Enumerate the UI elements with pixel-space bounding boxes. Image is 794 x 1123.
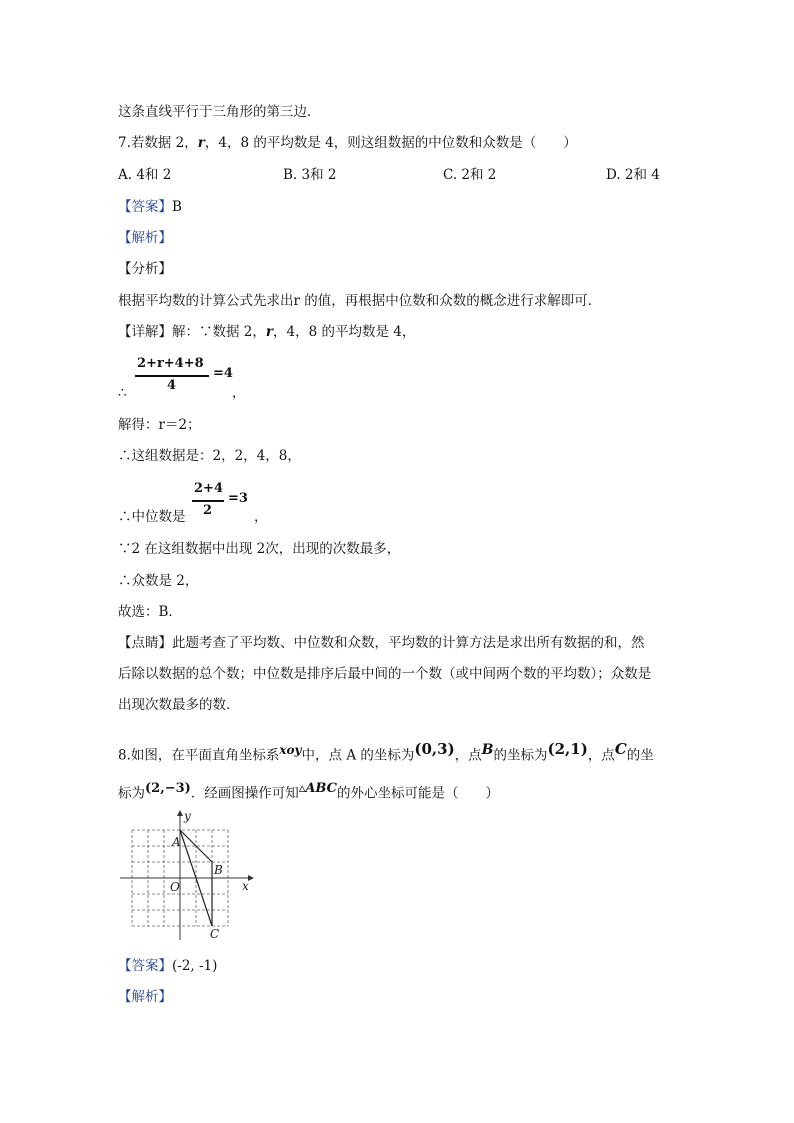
eq1-fraction bbox=[133, 356, 243, 400]
q8-l2-a: 标为 bbox=[118, 785, 145, 802]
eq2-fraction bbox=[190, 481, 260, 525]
q7-answer bbox=[118, 198, 182, 216]
eq2-fraction-bar bbox=[192, 500, 224, 502]
label-a: A bbox=[172, 835, 181, 849]
q7-comment-line-1 bbox=[118, 634, 645, 652]
q8-line-1 bbox=[118, 740, 654, 765]
q8-answer-label: 【答案】 bbox=[118, 958, 172, 974]
q7-stem-b: ，4，8 的平均数是 4，则这组数据的中位数和众数是（ ） bbox=[204, 135, 577, 151]
eq2-comma: ， bbox=[254, 509, 268, 525]
q7-analysis-label: 【解析】 bbox=[118, 230, 172, 246]
q7-choose-line: 故选：B． bbox=[118, 604, 182, 620]
label-b: B bbox=[214, 863, 223, 877]
q8-l1-f: 的坐 bbox=[626, 747, 654, 764]
q8-answer bbox=[118, 957, 217, 975]
q7-detail-b: ，4，8 的平均数是 4， bbox=[273, 324, 416, 340]
eq1-rhs: =4 bbox=[213, 366, 233, 381]
intro-line: 这条直线平行于三角形的第三边． bbox=[118, 104, 321, 120]
q7-comment-line-3: 出现次数最多的数． bbox=[118, 697, 240, 713]
q7-comment-label: 【点睛】 bbox=[118, 635, 172, 651]
q7-mode-line: ∴众数是 2， bbox=[118, 573, 199, 589]
q8-triangle: ▵ABC bbox=[298, 781, 337, 796]
q7-fenxi-text: 根据平均数的计算公式先求出r 的值，再根据中位数和众数的概念进行求解即可． bbox=[118, 293, 602, 309]
q7-detail-var-r: r bbox=[265, 324, 274, 340]
q7-fenxi-label: 【分析】 bbox=[118, 261, 172, 277]
q7-comment-line-2: 后除以数据的总个数；中位数是排序后最中间的一个数（或中间两个数的平均数）；众数是 bbox=[118, 666, 652, 682]
q8-line-2 bbox=[118, 780, 499, 803]
q7-solve-line: 解得：r＝2； bbox=[118, 417, 201, 433]
q7-comment-text-1: 此题考查了平均数、中位数和众数，平均数的计算方法是求出所有数据的和，然 bbox=[172, 635, 645, 651]
q7-detail-line bbox=[118, 323, 415, 341]
eq2-numerator: 2+4 bbox=[194, 481, 223, 496]
q7-option-b: B. 3和 2 bbox=[283, 167, 337, 183]
q8-analysis-label: 【解析】 bbox=[118, 989, 172, 1005]
q8-xoy: xoy bbox=[279, 743, 302, 757]
q7-answer-value: B bbox=[172, 199, 182, 215]
eq1-fraction-bar bbox=[135, 375, 209, 377]
eq2-denominator: 2 bbox=[203, 503, 213, 518]
q8-l2-c: 的外心坐标可能是（ ） bbox=[337, 785, 499, 802]
q7-detail-label: 【详解】 bbox=[118, 324, 172, 340]
q7-option-a: A. 4和 2 bbox=[118, 167, 172, 183]
eq2-prefix: ∴中位数是 bbox=[118, 509, 186, 525]
q8-l2-b: ．经画图操作可知 bbox=[190, 785, 299, 802]
q8-point-b: B bbox=[481, 742, 494, 758]
q8-coordinate-figure bbox=[118, 808, 258, 943]
q8-point-c: C bbox=[614, 740, 627, 758]
q7-stem bbox=[118, 134, 577, 152]
y-axis-arrow-icon bbox=[177, 810, 183, 816]
label-x: x bbox=[242, 879, 249, 893]
q8-coord-a: (0,3) bbox=[414, 740, 455, 758]
q7-stem-a: 7.若数据 2， bbox=[118, 135, 198, 151]
x-axis-arrow-icon bbox=[248, 875, 254, 881]
q8-answer-value: (-2, -1) bbox=[172, 958, 218, 974]
eq1-numerator: 2+r+4+8 bbox=[137, 356, 204, 371]
q7-var-r: r bbox=[197, 135, 205, 151]
label-y: y bbox=[184, 809, 191, 823]
q7-answer-label: 【答案】 bbox=[118, 199, 172, 215]
q7-option-c: C. 2和 2 bbox=[443, 167, 497, 183]
eq1-therefore: ∴ bbox=[118, 385, 127, 401]
q8-l1-c: ，点 bbox=[454, 747, 482, 764]
q8-l1-e: ，点 bbox=[587, 747, 615, 764]
q8-coord-b: (2,1) bbox=[547, 740, 588, 758]
q7-detail-a: 解：∵数据 2， bbox=[172, 324, 266, 340]
q7-option-d: D. 2和 4 bbox=[606, 167, 660, 183]
q8-l1-a: 8.如图，在平面直角坐标系 bbox=[118, 747, 280, 764]
eq1-comma: ， bbox=[232, 385, 246, 401]
label-c: C bbox=[210, 927, 220, 941]
eq2-rhs: =3 bbox=[228, 491, 248, 506]
q8-l1-b: 中，点 A 的坐标为 bbox=[301, 747, 415, 764]
label-origin: O bbox=[170, 880, 180, 894]
q7-data-line: ∴这组数据是：2，2，4，8， bbox=[118, 448, 301, 464]
q8-coord-c: (2,−3) bbox=[145, 781, 191, 796]
q8-l1-d: 的坐标为 bbox=[493, 747, 548, 764]
q7-because-line: ∵2 在这组数据中出现 2次，出现的次数最多， bbox=[118, 541, 401, 557]
eq1-denominator: 4 bbox=[167, 378, 177, 393]
